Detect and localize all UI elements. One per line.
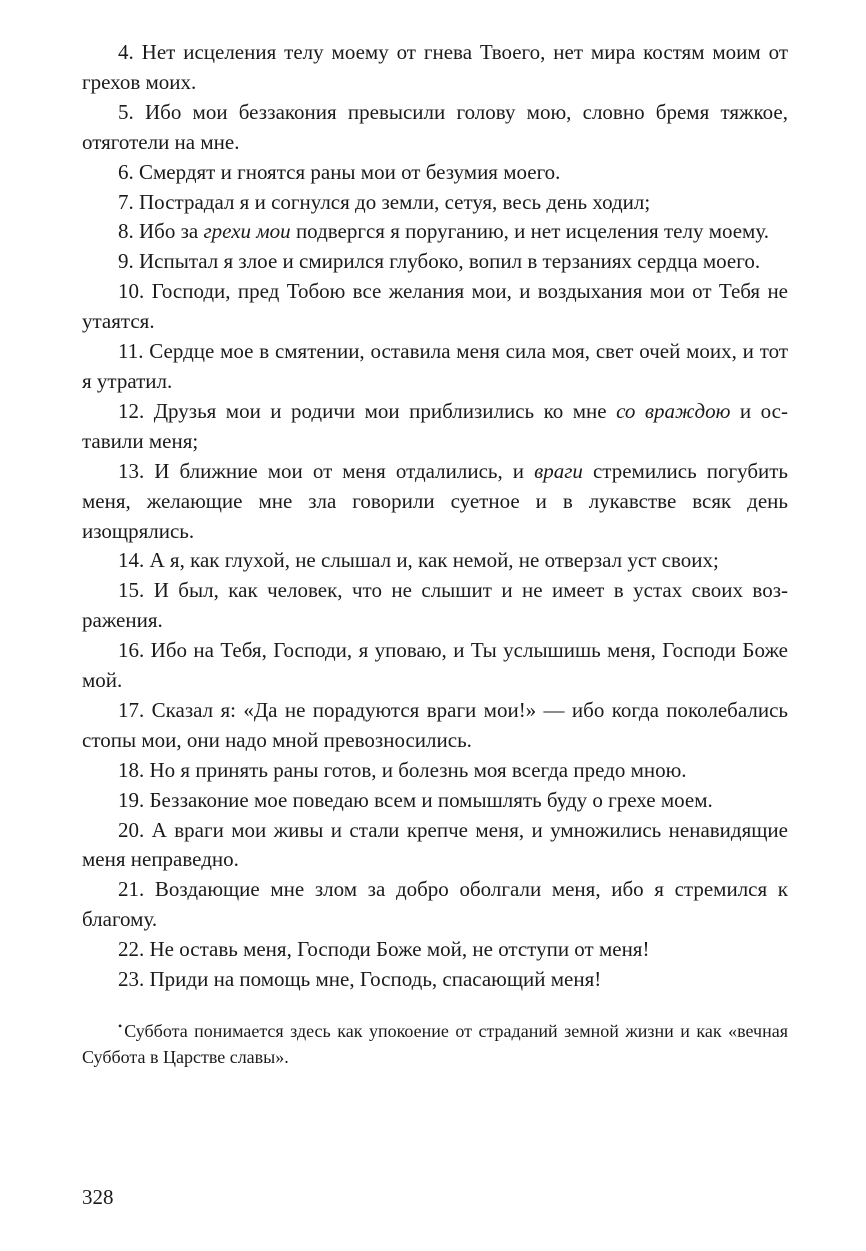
- verse-text: 8. Ибо за: [118, 219, 204, 244]
- verse: [82, 217, 788, 247]
- verse-text: 14. А я, как глухой, не слышал и, как немой, не отверзал уст своих;: [118, 548, 719, 573]
- verse: [82, 337, 788, 397]
- verse-text: стремились погубить меня, желающие мне зла говорили суетное и в лукавстве всяк день изощрялись.: [82, 458, 788, 543]
- verse: [82, 247, 788, 277]
- verse: [82, 965, 788, 995]
- verse-text: 15. И был, как человек, что не слышит и не имеет в устах своих возражения.: [82, 578, 788, 633]
- verse: [82, 546, 788, 576]
- verse: [82, 38, 788, 98]
- verse: [82, 188, 788, 218]
- verse-text: 11. Сердце мое в смятении, оставила меня сила моя, свет очей моих, и тот я утратил.: [82, 339, 788, 393]
- verse-emphasis: грехи мои: [203, 219, 291, 244]
- verse: [82, 98, 788, 158]
- verse-text: 18. Но я принять раны готов, и болезнь моя всегда предо мною.: [118, 757, 687, 782]
- footnote-text: Суббота понимается здесь как упокоение от страданий земной жизни и как «вечная Суббота в Царстве славы».: [82, 1021, 788, 1067]
- verse: [82, 576, 788, 636]
- verse-text: 10. Господи, пред Тобою все желания мои, и воздыхания мои от Тебя не утаятся.: [82, 279, 788, 334]
- verse-text: 12. Друзья мои и родичи мои приблизились ко мне: [118, 398, 617, 423]
- verse-text: и оставили меня;: [82, 398, 788, 453]
- page-number: 328: [82, 1185, 114, 1209]
- verse: [82, 277, 788, 337]
- verse-text: 23. Приди на помощь мне, Господь, спасающий меня!: [118, 967, 602, 992]
- verse-text: 6. Смердят и гноятся раны мои от безумия моего.: [118, 159, 561, 184]
- verse: [82, 158, 788, 188]
- footnote: [82, 1013, 788, 1070]
- verse: [82, 875, 788, 935]
- verse: [82, 816, 788, 876]
- verse: [82, 756, 788, 786]
- verse-text: 16. Ибо на Тебя, Господи, я уповаю, и Ты услышишь меня, Господи Боже мой.: [82, 638, 788, 693]
- verse-text: 7. Пострадал я и согнулся до земли, сетуя, весь день ходил;: [118, 189, 651, 214]
- verse-text: 21. Воздающие мне злом за добро оболгали меня, ибо я стремился к благому.: [82, 877, 788, 932]
- verse-text: 9. Испытал я злое и смирился глубоко, вопил в терзаниях сердца моего.: [118, 249, 761, 274]
- verse: [82, 636, 788, 696]
- psalm-verses: [82, 38, 788, 995]
- verse: [82, 696, 788, 756]
- verse-text: 5. Ибо мои беззакония превысили голову мою, словно бремя тяжкое, отяготели на мне.: [82, 99, 788, 154]
- verse-emphasis: враги: [534, 458, 583, 483]
- verse-text: 22. Не оставь меня, Господи Боже мой, не отступи от меня!: [118, 937, 650, 962]
- verse: [82, 457, 788, 547]
- verse-text: 20. А враги мои живы и стали крепче меня, и умножились ненавидящие меня неправедно.: [82, 817, 788, 872]
- verse-text: 4. Нет исцеления телу моему от гнева Твоего, нет мира костям моим от грехов моих.: [82, 40, 788, 94]
- verse-text: 13. И ближние мои от меня отдалились, и: [118, 458, 535, 483]
- verse-text: подвергся я поруганию, и нет исцеления телу моему.: [290, 219, 769, 244]
- verse: [82, 786, 788, 816]
- page-body: [82, 38, 788, 1070]
- verse-emphasis: со враждою: [616, 398, 731, 423]
- verse: [82, 935, 788, 965]
- verse-text: 17. Сказал я: «Да не порадуются враги мои!» — ибо когда поколебались стопы мои, они надо мной превозносились.: [82, 697, 788, 752]
- footnote-marker: •: [118, 1019, 123, 1033]
- verse: [82, 397, 788, 457]
- verse-text: 19. Беззаконие мое поведаю всем и помышлять буду о грехе моем.: [118, 787, 713, 812]
